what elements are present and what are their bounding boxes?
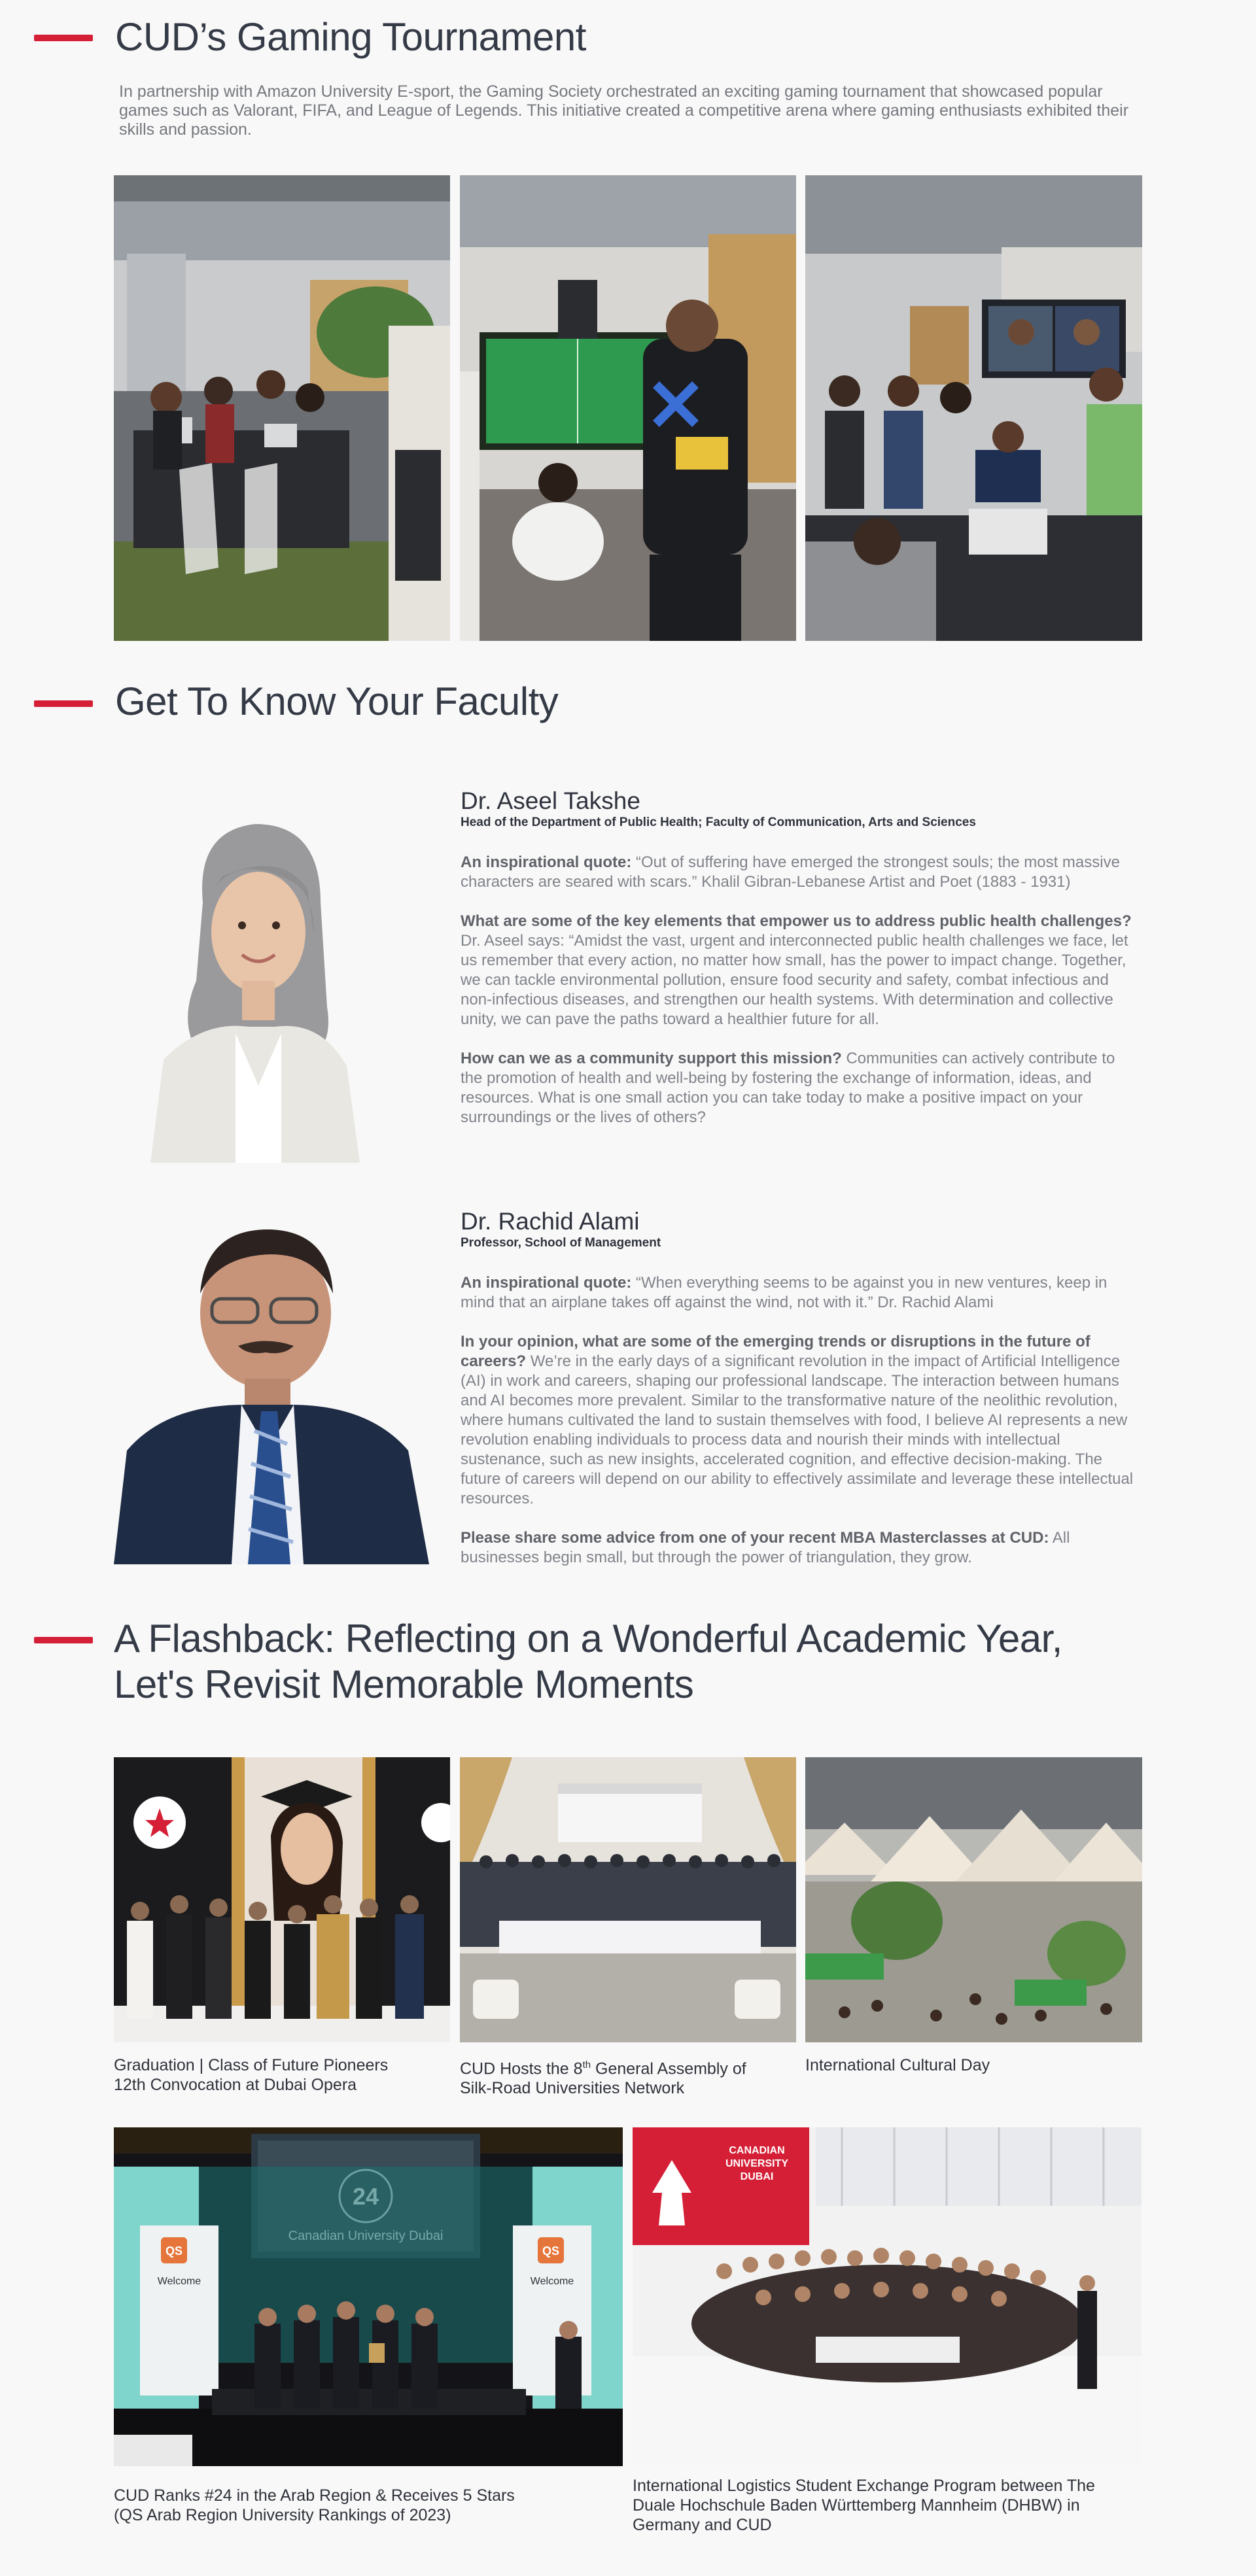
section-accent-bar: [34, 35, 93, 41]
answer-text: All businesses begin small, but through the power of triangulation, they grow.: [461, 1529, 1070, 1566]
flashback-caption-cultural-day: International Cultural Day: [805, 2056, 990, 2074]
tournament-hall-photo: [114, 175, 450, 641]
caption-line: 12th Convocation at Dubai Opera: [114, 2076, 357, 2094]
flashback-caption-qs-ranking: [114, 2486, 515, 2525]
caption-line: General Assembly of: [591, 2059, 746, 2078]
qs-sign-logo-right: QS: [542, 2244, 560, 2258]
faculty-name: Dr. Aseel Takshe: [461, 787, 640, 814]
answer-text: Dr. Aseel says: “Amidst the vast, urgent and interconnected public health challenges we face, let us remember that every action, no matter how small, has the power to impact change. Together, we can tackle environmental pollution, ensure food security and safety, combat infectious and non-infectious diseases, and strengthen our health systems. With determination and collective unity, we can pave the paths toward a healthier future for all.: [461, 932, 1128, 1028]
caption-line: CUD Ranks #24 in the Arab Region & Receives 5 Stars: [114, 2486, 515, 2505]
flashback-caption-exchange: [633, 2476, 1095, 2535]
banner-text-line3: DUBAI: [740, 2171, 774, 2182]
qs-sign-logo-left: QS: [165, 2244, 183, 2258]
aseel-takshe-portrait: [124, 811, 373, 1163]
silk-road-assembly-photo: [460, 1757, 796, 2042]
caption-line: Germany and CUD: [633, 2516, 772, 2534]
faculty-name: Dr. Rachid Alami: [461, 1208, 640, 1235]
question-label: Please share some advice from one of your recent MBA Masterclasses at CUD:: [461, 1529, 1049, 1547]
qs-sign-welcome-right: Welcome: [530, 2276, 574, 2287]
graduation-photo: [114, 1757, 450, 2042]
flashback-title-line2: Let's Revisit Memorable Moments: [114, 1662, 694, 1706]
caption-line: (QS Arab Region University Rankings of 2023): [114, 2506, 451, 2524]
rachid-alami-portrait: [114, 1215, 429, 1564]
video-call-photo: [805, 175, 1142, 641]
caption-line: Graduation | Class of Future Pioneers: [114, 2056, 389, 2074]
fifa-screen-photo: [460, 175, 796, 641]
faculty-role: Professor, School of Management: [461, 1236, 661, 1250]
exchange-program-photo: [633, 2127, 1142, 2466]
answer-text: We’re in the early days of a significant revolution in the impact of Artificial Intelligence (AI) in work and careers, shaping our professional landscape. The interaction between humans and AI becomes more prevalent. Similar to the transformative nature of the neolithic revolution, where humans cultivated the land to sustain themselves with food, I believe AI represents a new revolution enabling individuals to process data and nourish their minds with intellectual sustenance, such as new insights, accelerated cognition, and effective decision-making. The future of careers will depend on our ability to effectively assimilate and leverage these intellectual resources.: [461, 1352, 1134, 1507]
flashback-title: [114, 1616, 1062, 1708]
caption-line: International Logistics Student Exchange Program between The: [633, 2477, 1095, 2495]
caption-line: CUD Hosts the 8: [460, 2059, 583, 2078]
banner-text-line1: CANADIAN: [729, 2145, 785, 2156]
flashback-caption-graduation: [114, 2055, 388, 2095]
question-label: In your opinion, what are some of the emerging trends or disruptions in the future of careers?: [461, 1333, 1090, 1370]
answer-text: Communities can actively contribute to the promotion of health and well-being by fostering the exchange of information, ideas, and resources. What is one small action you can take today to make a positive impact on your surroundings or the lives of others?: [461, 1050, 1115, 1126]
question-label: What are some of the key elements that empower us to address public health challenges?: [461, 912, 1132, 930]
caption-superscript: th: [582, 2059, 591, 2070]
faculty-interview: [461, 853, 1134, 1147]
qs-sign-welcome-left: Welcome: [157, 2276, 201, 2287]
flashback-title-line1: A Flashback: Reflecting on a Wonderful Academic Year,: [114, 1617, 1062, 1660]
qs-ranking-photo: [114, 2127, 623, 2466]
tournament-description: In partnership with Amazon University E-sport, the Gaming Society orchestrated an exciting gaming tournament that showcased popular games such as Valorant, FIFA, and League of Legends. This initiative created a competitive arena where gaming enthusiasts exhibited their skills and passion.: [119, 82, 1129, 139]
answer-text: “When everything seems to be against you in new ventures, keep in mind that an airplane takes off against the wind, not with it.” Dr. Rachid Alami: [461, 1274, 1108, 1311]
question-label: An inspirational quote:: [461, 853, 632, 871]
faculty-interview: [461, 1273, 1134, 1587]
caption-line: Silk-Road Universities Network: [460, 2079, 685, 2098]
section-accent-bar: [34, 700, 93, 707]
faculty-title: Get To Know Your Faculty: [115, 679, 559, 723]
caption-line: Duale Hochschule Baden Württemberg Mannheim (DHBW) in: [633, 2496, 1080, 2515]
question-label: An inspirational quote:: [461, 1274, 632, 1292]
flashback-caption-silk-road: [460, 2055, 746, 2098]
faculty-role: Head of the Department of Public Health; Faculty of Communication, Arts and Sciences: [461, 816, 976, 829]
banner-text-line2: UNIVERSITY: [725, 2158, 789, 2169]
section-accent-bar: [34, 1637, 93, 1643]
question-label: How can we as a community support this mission?: [461, 1050, 842, 1067]
tournament-title: CUD’s Gaming Tournament: [115, 15, 586, 59]
answer-text: “Out of suffering have emerged the strongest souls; the most massive characters are seared with scars.” Khalil Gibran-Lebanese Artist and Poet (1883 - 1931): [461, 853, 1120, 891]
cultural-day-photo: [805, 1757, 1142, 2042]
